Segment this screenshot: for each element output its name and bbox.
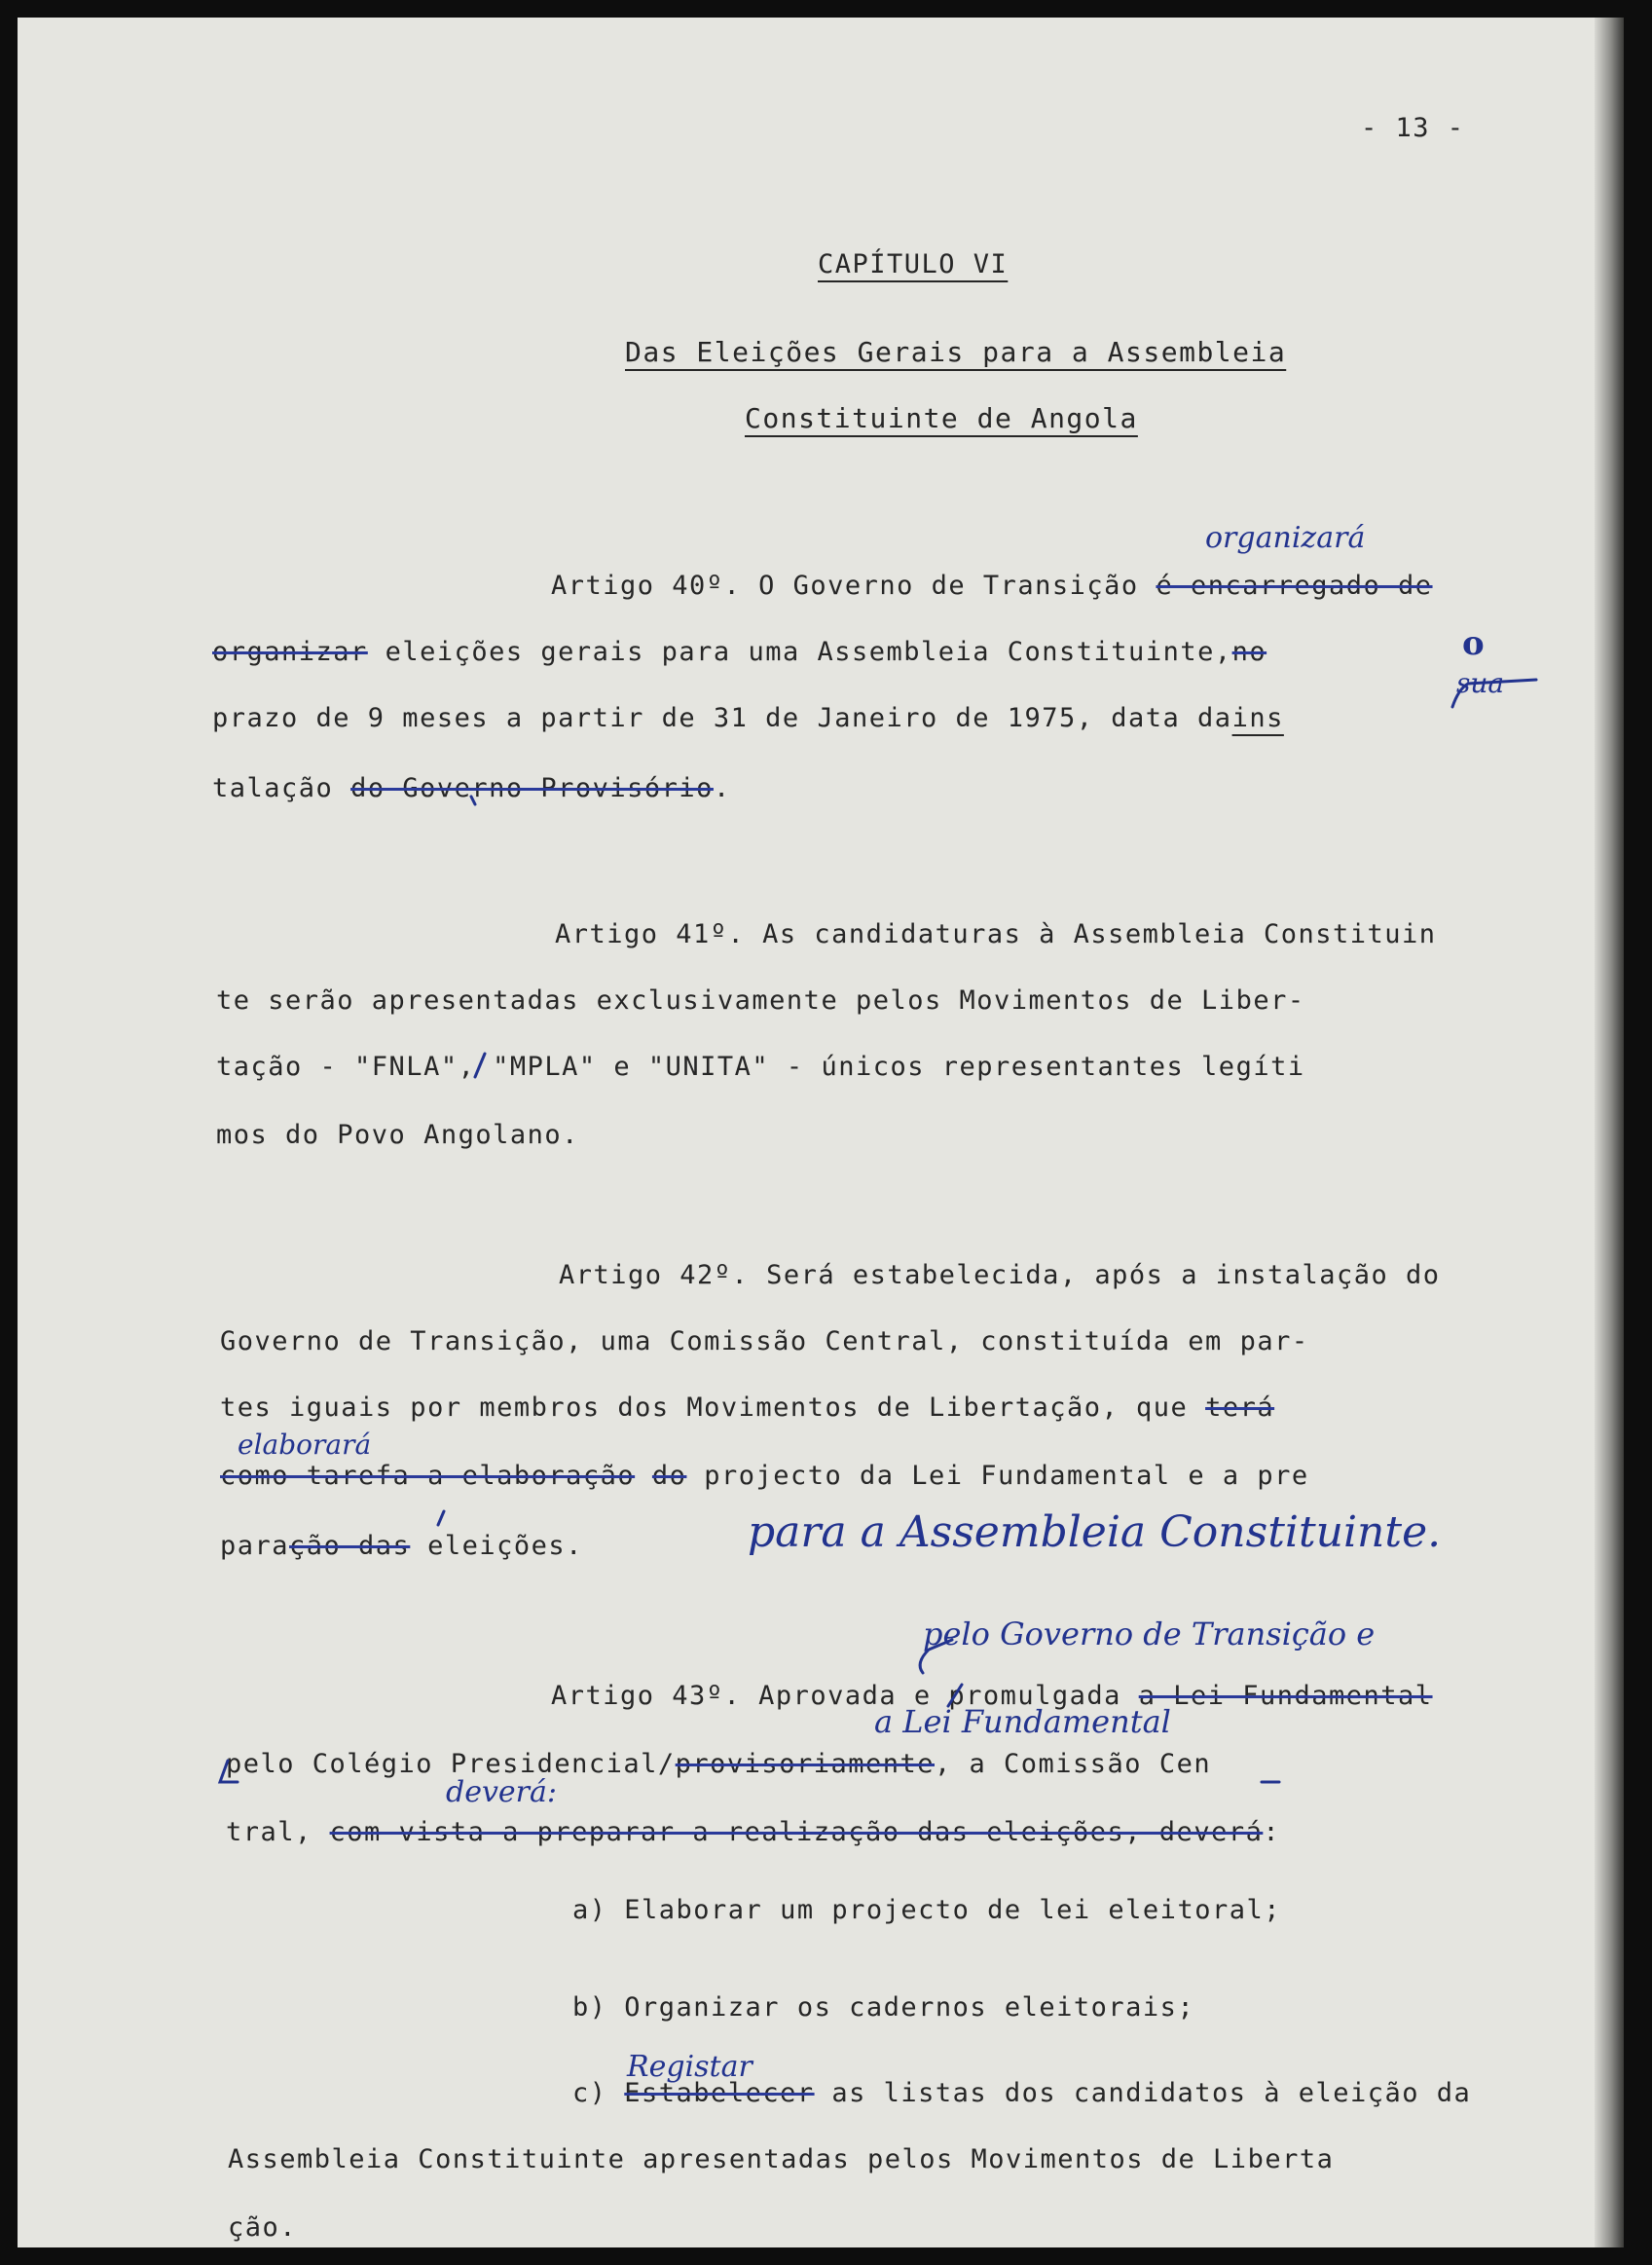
scan-edge-shadow (1595, 18, 1624, 2247)
art43-item-a: a) Elaborar um projecto de lei eleitoral; (572, 1895, 1281, 1925)
annotation-pelo-governo: pelo Governo de Transição e (923, 1615, 1376, 1652)
annotation-para-a-assembleia: para a Assembleia Constituinte. (748, 1507, 1442, 1557)
art41-line-4: mos do Povo Angolano. (216, 1120, 579, 1150)
art42-line-3: tes iguais por membros dos Movimentos de Libertação, que terá (220, 1392, 1275, 1423)
annotation-registar: Registar (627, 2050, 753, 2084)
art40-line-3: prazo de 9 meses a partir de 31 de Janeiro de 1975, data dains (212, 703, 1284, 733)
art42-line-5: paração das eleições. (220, 1531, 583, 1561)
art41-line-2: te serão apresentadas exclusivamente pelos Movimentos de Liber- (216, 985, 1305, 1016)
art43-item-b: b) Organizar os cadernos eleitorais; (572, 1992, 1195, 2023)
annotation-devera: deverá: (446, 1775, 557, 1809)
art43-line-3: tral, com vista a preparar a realização das eleições, deverá: (226, 1817, 1281, 1847)
annotation-organizara: organizará (1205, 521, 1366, 555)
document-page (18, 18, 1624, 2247)
art43-item-c-line-2: Assembleia Constituinte apresentadas pelos Movimentos de Liberta (228, 2144, 1335, 2174)
art40-line-4: talação do Governo Provisório. (212, 773, 731, 803)
annotation-sua: sua (1456, 667, 1505, 699)
art43-line-1: Artigo 43º. Aprovada e promulgada a Lei Fundamental (551, 1681, 1433, 1711)
annotation-o: o (1462, 624, 1485, 663)
page-number: - 13 - (1361, 113, 1465, 143)
annotation-elaborara: elaborará (238, 1429, 372, 1461)
art42-line-2: Governo de Transição, uma Comissão Central, constituída em par- (220, 1326, 1309, 1356)
art42-line-1: Artigo 42º. Será estabelecida, após a instalação do (559, 1260, 1441, 1290)
art42-line-4: como tarefa a elaboração do projecto da Lei Fundamental e a pre (220, 1461, 1309, 1491)
art40-line-1: Artigo 40º. O Governo de Transição é encarregado de (551, 571, 1433, 601)
art40-line-2: organizar eleições gerais para uma Assembleia Constituinte,no (212, 637, 1267, 667)
chapter-subtitle-line-1: Das Eleições Gerais para a Assembleia (625, 336, 1287, 368)
accent-mark (438, 1511, 444, 1525)
art43-item-c-line-1: c) Estabelecer as listas dos candidatos à eleição da (572, 2078, 1472, 2108)
chapter-subtitle-line-2: Constituinte de Angola (745, 402, 1138, 434)
art43-item-c-line-3: ção. (228, 2212, 298, 2243)
art41-line-1: Artigo 41º. As candidaturas à Assembleia Constituin (555, 919, 1437, 949)
art43-line-2: pelo Colégio Presidencial/provisoriamente, a Comissão Cen (226, 1749, 1212, 1779)
chapter-title: CAPÍTULO VI (818, 249, 1009, 279)
art41-line-3: tação - "FNLA", "MPLA" e "UNITA" - únicos representantes legíti (216, 1052, 1305, 1082)
annotation-lei-fundamental: a Lei Fundamental (874, 1703, 1171, 1740)
